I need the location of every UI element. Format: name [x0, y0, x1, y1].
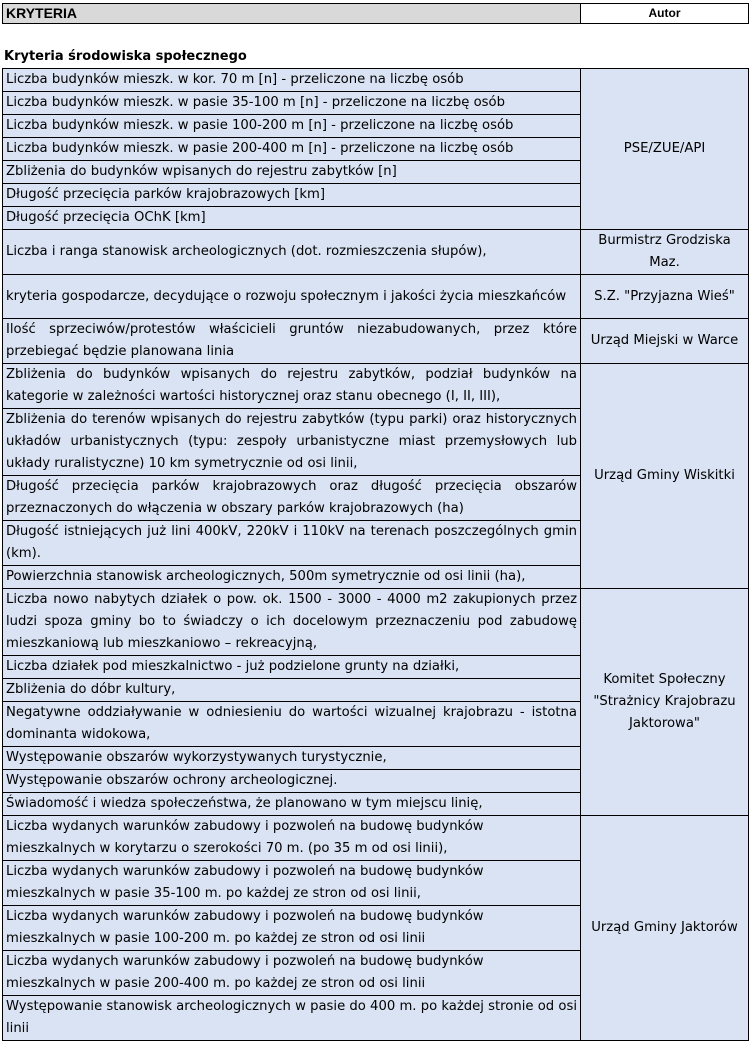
criterion-cell: Liczba działek pod mieszkalnictwo - już podzielone grunty na działki,: [3, 656, 581, 679]
criterion-cell: Liczba i ranga stanowisk archeologicznych (dot. rozmieszczenia słupów),: [3, 230, 581, 275]
criterion-cell: Zbliżenia do dóbr kultury,: [3, 679, 581, 702]
criteria-table: [2, 68, 749, 1041]
table-row: [3, 230, 749, 275]
criterion-cell: kryteria gospodarcze, decydujące o rozwoju społecznym i jakości życia mieszkańców: [3, 275, 581, 319]
author-header: Autor: [580, 3, 749, 24]
table-row: [3, 319, 749, 364]
criterion-cell: Powierzchnia stanowisk archeologicznych, 500m symetrycznie od osi linii (ha),: [3, 566, 581, 589]
criterion-cell: Długość przecięcia parków krajobrazowych [km]: [3, 184, 581, 207]
section-title: Kryteria środowiska społecznego: [4, 49, 247, 64]
author-cell: Komitet Społeczny "Strażnicy Krajobrazu Jaktorowa": [581, 589, 749, 816]
criterion-cell: Zbliżenia do terenów wpisanych do rejestru zabytków (typu parki) oraz historycznych układów urbanistycznych (typu: zespoły urbanistyczne miast przemysłowych lub układy ruralistyczne) 10 km symetrycznie od osi linii,: [3, 409, 581, 476]
criterion-cell: Liczba wydanych warunków zabudowy i pozwoleń na budowę budynków mieszkalnych w korytarzu o szerokości 70 m. (po 35 m od osi linii),: [3, 816, 581, 861]
table-row: [3, 589, 749, 656]
header-bar: [2, 3, 748, 24]
table-row: [3, 69, 749, 92]
criterion-cell: Długość przecięcia OChK [km]: [3, 207, 581, 230]
criterion-cell: Ilość sprzeciwów/protestów właścicieli gruntów niezabudowanych, przez które przebiegać będzie planowana linia: [3, 319, 581, 364]
criterion-cell: Liczba budynków mieszk. w pasie 35-100 m [n] - przeliczone na liczbę osób: [3, 92, 581, 115]
criterion-cell: Liczba nowo nabytych działek o pow. ok. 1500 - 3000 - 4000 m2 zakupionych przez ludzi spoza gminy bo to świadczy o ich docelowym przeznaczeniu pod zabudowę mieszkaniową lub mieszkaniowo – rekreacyjną,: [3, 589, 581, 656]
author-cell: Urząd Gminy Jaktorów: [581, 816, 749, 1041]
criterion-cell: Liczba wydanych warunków zabudowy i pozwoleń na budowę budynków mieszkalnych w pasie 100-200 m. po każdej ze stron od osi linii: [3, 906, 581, 951]
criterion-cell: Długość istniejących już lini 400kV, 220kV i 110kV na terenach poszczególnych gmin (km).: [3, 521, 581, 566]
criterion-cell: Liczba budynków mieszk. w kor. 70 m [n] - przeliczone na liczbę osób: [3, 69, 581, 92]
criterion-cell: Liczba budynków mieszk. w pasie 100-200 m [n] - przeliczone na liczbę osób: [3, 115, 581, 138]
criterion-cell: Zbliżenia do budynków wpisanych do rejestru zabytków, podział budynków na kategorie w zależności wartości historycznej oraz stanu obecnego (I, II, III),: [3, 364, 581, 409]
criterion-cell: Liczba budynków mieszk. w pasie 200-400 m [n] - przeliczone na liczbę osób: [3, 138, 581, 161]
criterion-cell: Liczba wydanych warunków zabudowy i pozwoleń na budowę budynków mieszkalnych w pasie 35-100 m. po każdej ze stron od osi linii,: [3, 861, 581, 906]
author-cell: PSE/ZUE/API: [581, 69, 749, 230]
criterion-cell: Występowanie obszarów wykorzystywanych turystycznie,: [3, 747, 581, 770]
criterion-cell: Długość przecięcia parków krajobrazowych oraz długość przecięcia obszarów przeznaczonych do włączenia w obszary parków krajobrazowych (ha): [3, 476, 581, 521]
criterion-cell: Negatywne oddziaływanie w odniesieniu do wartości wizualnej krajobrazu - istotna dominanta widokowa,: [3, 702, 581, 747]
criterion-cell: Liczba wydanych warunków zabudowy i pozwoleń na budowę budynków mieszkalnych w pasie 200-400 m. po każdej ze stron od osi linii: [3, 951, 581, 996]
criterion-cell: Występowanie obszarów ochrony archeologicznej.: [3, 770, 581, 793]
author-cell: S.Z. "Przyjazna Wieś": [581, 275, 749, 319]
criteria-header: KRYTERIA: [2, 3, 583, 24]
author-cell: Burmistrz Grodziska Maz.: [581, 230, 749, 275]
table-row: [3, 364, 749, 409]
criterion-cell: Zbliżenia do budynków wpisanych do rejestru zabytków [n]: [3, 161, 581, 184]
table-row: [3, 275, 749, 319]
author-cell: Urząd Miejski w Warce: [581, 319, 749, 364]
author-cell: Urząd Gminy Wiskitki: [581, 364, 749, 589]
table-row: [3, 816, 749, 861]
criterion-cell: Świadomość i wiedza społeczeństwa, że planowano w tym miejscu linię,: [3, 793, 581, 816]
criterion-cell: Występowanie stanowisk archeologicznych w pasie do 400 m. po każdej stronie od osi linii: [3, 996, 581, 1041]
